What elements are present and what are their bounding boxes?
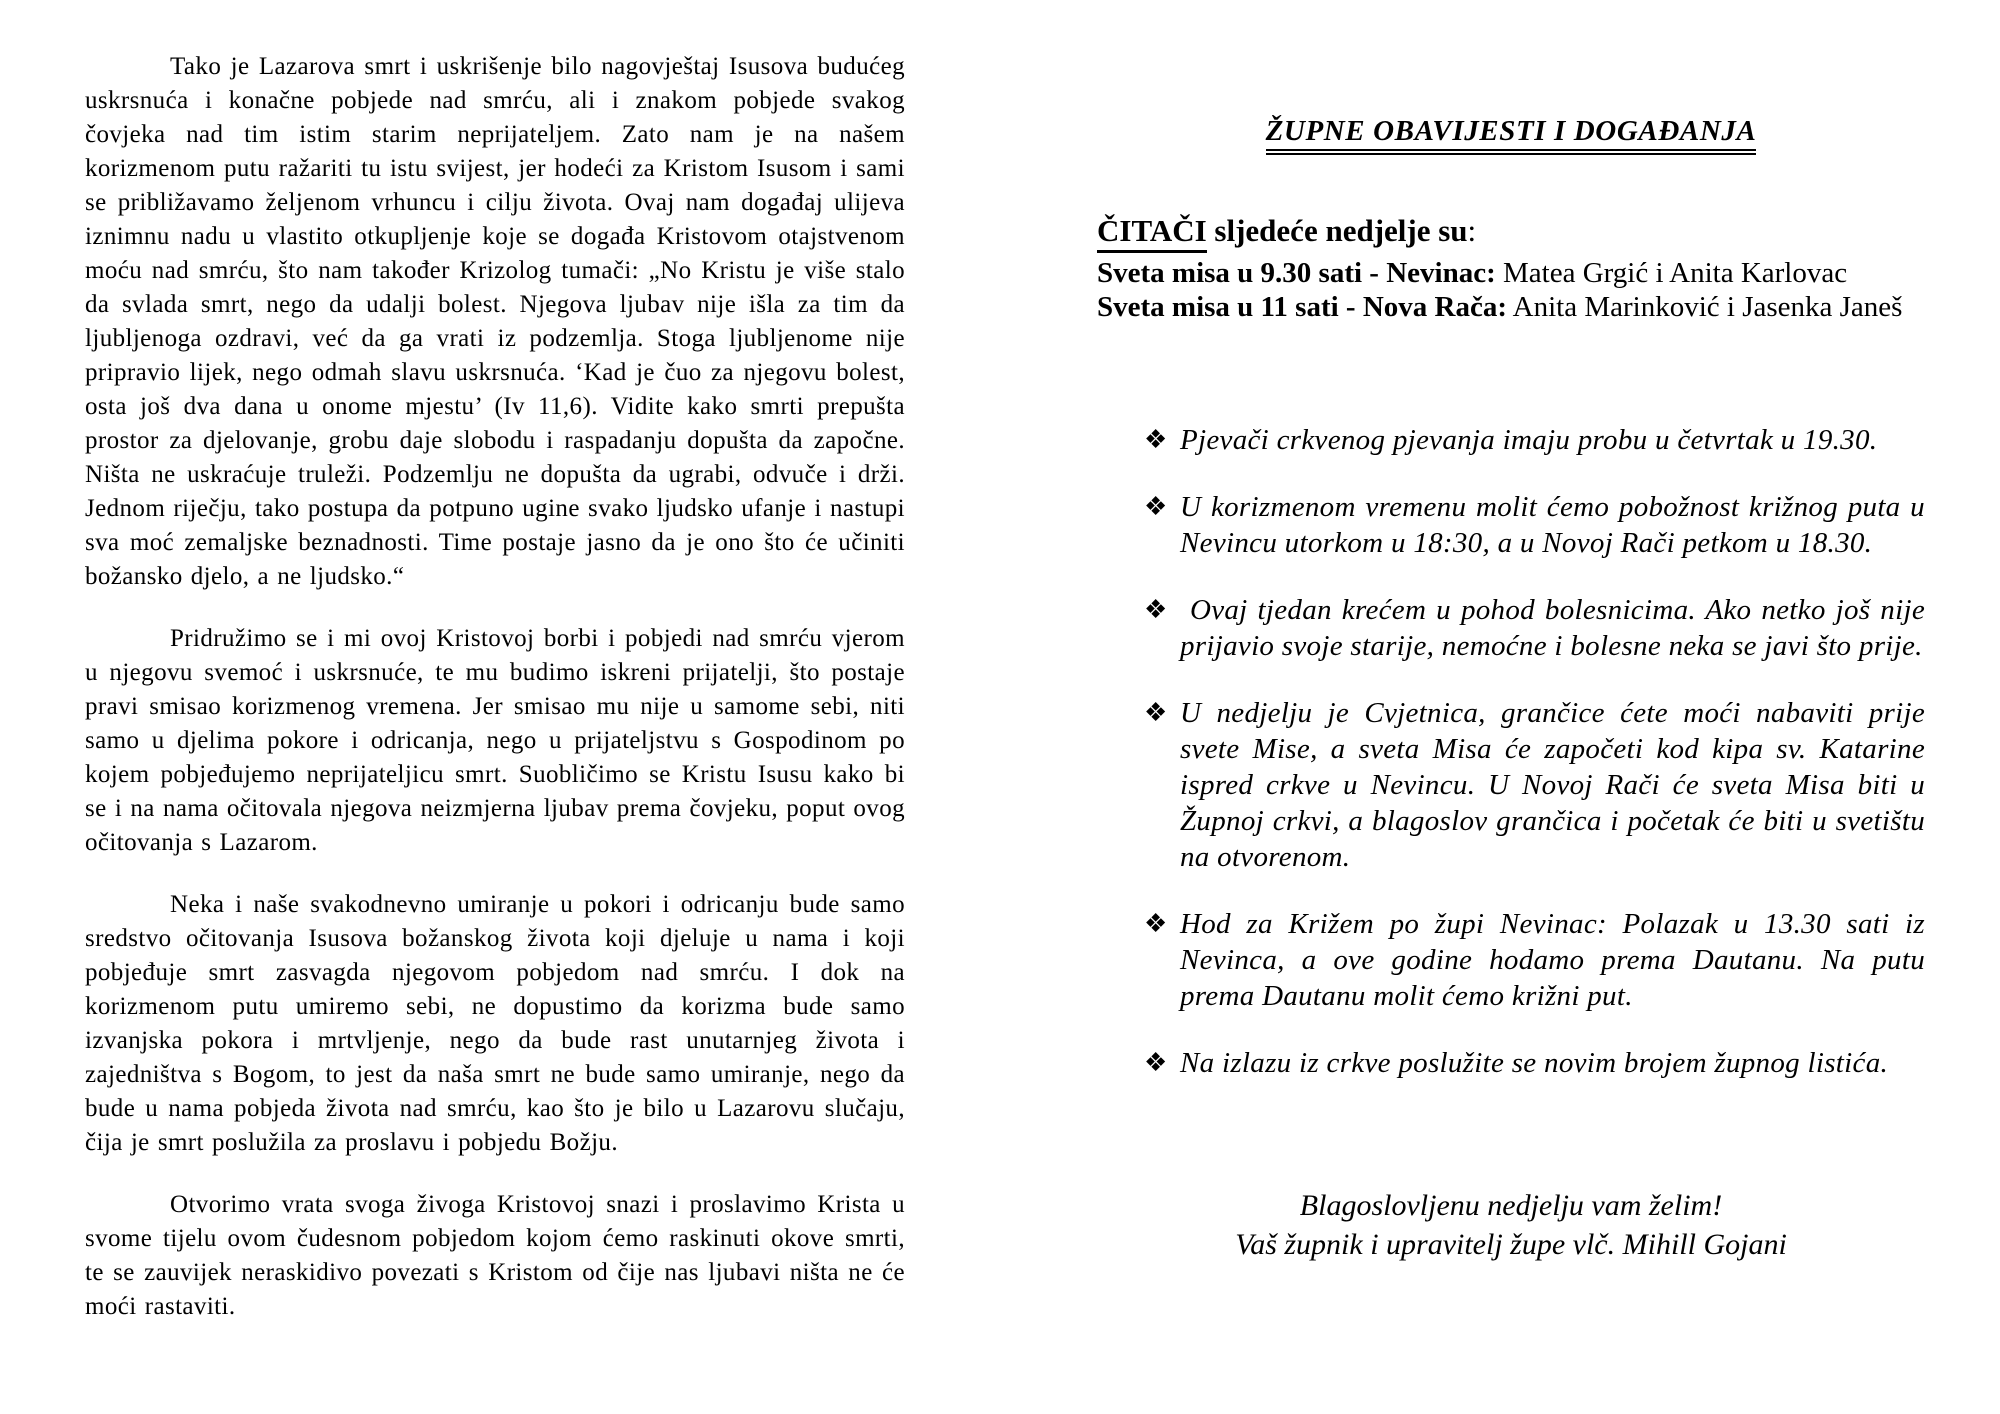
announcement-text-4: U nedjelju je Cvjetnica, grančice ćete moći nabaviti prije svete Mise, a sveta Misa će započeti kod kipa sv. Katarine ispred crkve u Nevincu. U Novoj Rači će sveta Misa biti u Župnoj crkvi, a blagoslov grančica i početak će biti u svetištu na otvorenom. <box>1180 697 1925 873</box>
announcement-text-2: U korizmenom vremenu molit ćemo pobožnost križnog puta u Nevincu utorkom u 18:30, a u Novoj Rači petkom u 18.30. <box>1180 491 1925 559</box>
closing-signature <box>1097 1186 1925 1264</box>
readers-heading-word: ČITAČI <box>1097 213 1207 253</box>
announcement-item-2 <box>1097 489 1925 561</box>
diamond-bullet-icon: ❖ <box>1144 492 1168 521</box>
readers-heading-colon: : <box>1467 213 1477 248</box>
announcement-list <box>1097 422 1925 1112</box>
announcement-item-1 <box>1097 422 1925 458</box>
announcement-text-6: Na izlazu iz crkve poslužite se novim brojem župnog listića. <box>1180 1047 1889 1079</box>
reflection-text-column <box>85 50 905 1352</box>
mass-readers-line-2-names: Anita Marinković i Jasenka Janeš <box>1507 291 1903 323</box>
reflection-paragraph-1: Tako je Lazarova smrt i uskrišenje bilo nagovještaj Isusova budućeg uskrsnuća i konačne pobjede nad smrću, ali i znakom pobjede svakog čovjeka nad tim istim starim neprijateljem. Zato nam je na našem korizmenom putu ražariti tu istu svijest, jer hodeći za Kristom Isusom i sami se približavamo željenom vrhuncu i cilju života. Ovaj nam događaj ulijeva iznimnu nadu u vlastito otkupljenje koje se događa Kristovom otajstvenom moću nad smrću, što nam također Krizolog tumači: „No Kristu je više stalo da svlada smrt, nego da udalji bolest. Njegova ljubav nije išla za tim da ljubljenoga ozdravi, već da ga vrati iz podzemlja. Stoga ljubljenome nije pripravio lijek, nego odmah slavu uskrsnuća. ‘Kad je čuo za njegovu bolest, osta još dva dana u onome mjestu’ (Iv 11,6). Vidite kako smrti prepušta prostor za djelovanje, grobu daje slobodu i raspadanju dopušta da započne. Ništa ne uskraćuje truleži. Podzemlju ne dopušta da ugrabi, odvuče i drži. Jednom riječju, tako postupa da potpuno ugine svako ljudsko ufanje i nastupi sva moć zemaljske beznadnosti. Time postaje jasno da je ono što će učiniti božansko djelo, a ne ljudsko.“ <box>85 53 905 590</box>
reflection-paragraph-2: Pridružimo se i mi ovoj Kristovoj borbi i pobjedi nad smrću vjerom u njegovu svemoć i uskrsnuće, te mu budimo iskreni prijatelji, što postaje pravi smisao korizmenog vremena. Jer smisao mu nije u samome sebi, niti samo u djelima pokore i odricanja, nego u prijateljstvu s Gospodinom po kojem pobjeđujemo neprijateljicu smrt. Suobličimo se Kristu Isusu kako bi se i na nama očitovala njegova neizmjerna ljubav prema čovjeku, poput ovog očitovanja s Lazarom. <box>85 625 905 856</box>
reflection-paragraph-4: Otvorimo vrata svoga živoga Kristovoj snazi i proslavimo Krista u svome tijelu ovom čudesnom pobjedom kojom ćemo raskinuti okove smrti, te se zauvijek neraskidivo povezati s Kristom od čije nas ljubavi ništa ne će moći rastaviti. <box>85 1191 905 1320</box>
announcements-title-row <box>1097 115 1925 155</box>
readers-heading-rest: sljedeće nedjelje su <box>1206 213 1468 248</box>
announcements-column <box>1097 0 1925 1414</box>
announcement-item-6 <box>1097 1045 1925 1081</box>
closing-priest-line: Vaš župnik i upravitelj župe vlč. Mihill Gojani <box>1235 1228 1787 1261</box>
diamond-bullet-icon: ❖ <box>1144 595 1168 624</box>
announcement-text-3: Ovaj tjedan krećem u pohod bolesnicima. Ako netko još nije prijavio svoje starije, nemoćne i bolesne neka se javi što prije. <box>1180 594 1925 662</box>
mass-readers-line-1 <box>1097 257 1847 290</box>
mass-readers-line-2-label: Sveta misa u 11 sati - Nova Rača: <box>1097 291 1508 323</box>
announcement-item-3 <box>1097 592 1925 664</box>
diamond-bullet-icon: ❖ <box>1144 698 1168 727</box>
announcements-title: ŽUPNE OBAVIJESTI I DOGAĐANJA <box>1266 115 1757 155</box>
mass-readers-line-2 <box>1097 291 1902 324</box>
diamond-bullet-icon: ❖ <box>1144 425 1168 454</box>
mass-readers-line-1-label: Sveta misa u 9.30 sati - Nevinac: <box>1097 257 1496 289</box>
announcement-text-1: Pjevači crkvenog pjevanja imaju probu u četvrtak u 19.30. <box>1180 424 1878 456</box>
diamond-bullet-icon: ❖ <box>1144 909 1168 938</box>
diamond-bullet-icon: ❖ <box>1144 1048 1168 1077</box>
reflection-paragraph-3: Neka i naše svakodnevno umiranje u pokori i odricanju bude samo sredstvo očitovanja Isusova božanskog života koji djeluje u nama i koji pobjeđuje smrt zasvagda njegovom pobjedom nad smrću. I dok na korizmenom putu umiremo sebi, ne dopustimo da korizma bude samo izvanjska pokora i mrtvljenje, nego da bude rast unutarnjeg života i zajedništva s Bogom, to jest da naša smrt ne bude samo umiranje, nego da bude u nama pobjeda života nad smrću, kao što je bilo u Lazarovu slučaju, čija je smrt poslužila za proslavu i pobjedu Božju. <box>85 891 905 1156</box>
readers-heading <box>1097 213 1476 253</box>
announcement-text-5: Hod za Križem po župi Nevinac: Polazak u 13.30 sati iz Nevinca, a ove godine hodamo prema Dautanu. Na putu prema Dautanu molit ćemo križni put. <box>1180 908 1925 1012</box>
announcement-item-5 <box>1097 906 1925 1014</box>
closing-blessing-line: Blagoslovljenu nedjelju vam želim! <box>1299 1189 1723 1222</box>
announcement-item-4 <box>1097 695 1925 875</box>
mass-readers-line-1-names: Matea Grgić i Anita Karlovac <box>1495 257 1848 289</box>
